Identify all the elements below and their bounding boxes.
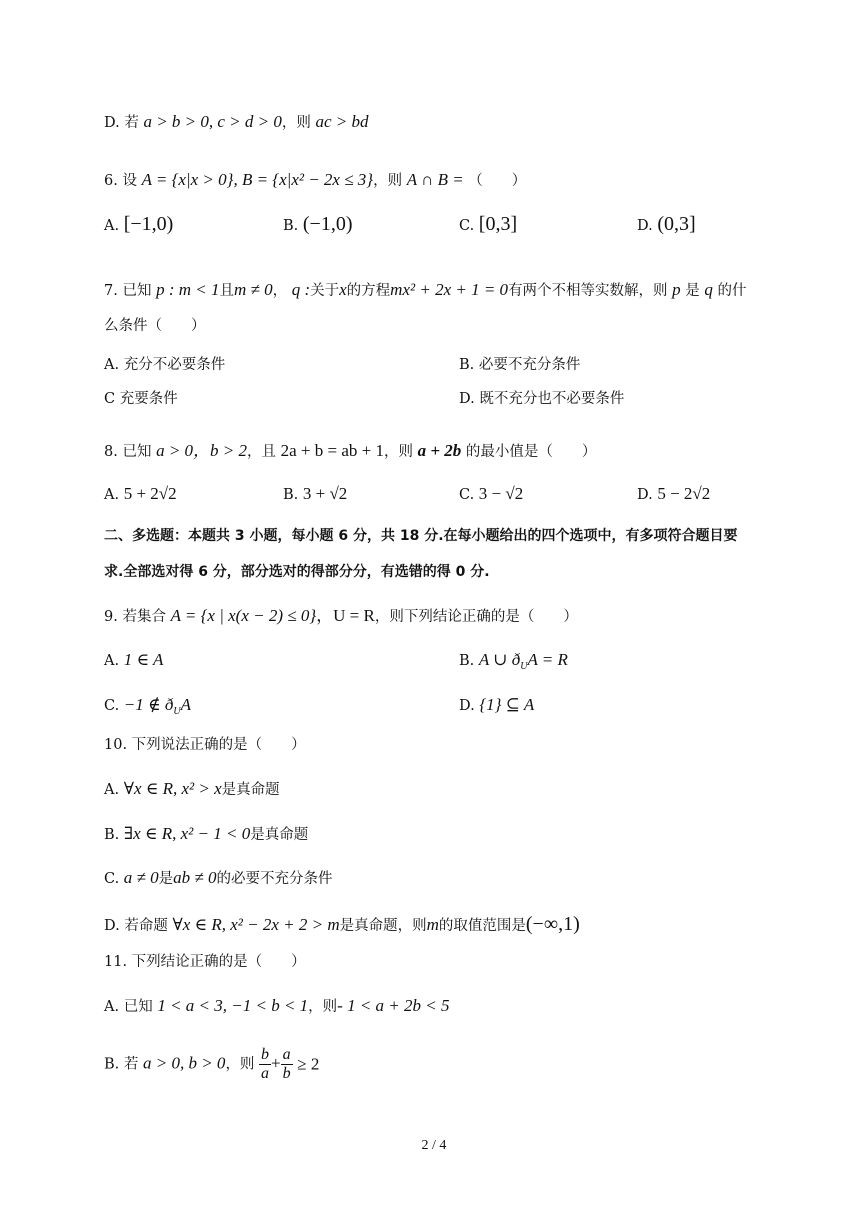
question-number: 8. 已知: [104, 444, 152, 460]
fraction-a-over-b: [281, 1046, 293, 1083]
math-expression: A ∩ B =: [406, 170, 464, 189]
option-value: {1} ⊆ A: [479, 695, 535, 714]
math-expression: 1 < a < 3, −1 < b < 1: [157, 996, 309, 1015]
option-label: B.: [283, 218, 299, 234]
text: 是真命题，则: [339, 918, 427, 934]
text: ，则: [373, 173, 403, 189]
text: 是: [158, 871, 174, 887]
q7-stem: [104, 280, 747, 301]
option-label: A.: [104, 218, 120, 234]
q8-option-c: [459, 484, 523, 504]
text: 且: [219, 283, 234, 299]
q11-option-b: [104, 1046, 319, 1083]
q9-option-a: [104, 650, 163, 670]
math-expression: x: [339, 280, 347, 299]
numerator: b: [261, 1046, 270, 1063]
q7-option-d: D. 既不充分也不必要条件: [459, 391, 625, 407]
question-number: 9. 若集合: [104, 609, 166, 625]
q8-option-b: [283, 484, 347, 504]
option-label: B.: [104, 827, 120, 843]
text: 是: [685, 283, 700, 299]
q11-option-a: [104, 995, 450, 1016]
q9-stem: [104, 606, 578, 627]
q6-option-b: [283, 213, 352, 236]
option-value: (−1,0): [302, 213, 353, 235]
math-expression: m ≠ 0: [233, 280, 273, 299]
q6-option-d: [637, 213, 696, 236]
math-expression: ，U = R: [316, 606, 375, 625]
math-expression: ac > bd: [315, 112, 369, 131]
option-label: D.: [459, 698, 475, 714]
math-expression: p: [672, 280, 681, 299]
option-label: D.: [637, 218, 653, 234]
option-label: A.: [104, 653, 120, 669]
option-label: C.: [459, 218, 475, 234]
math-expression: A = {x|x > 0}, B = {x|x² − 2x ≤ 3}: [141, 170, 374, 189]
text: ，则: [225, 1056, 255, 1073]
option-label: D. 若: [104, 115, 139, 131]
math-expression: m: [426, 915, 439, 934]
text: ，: [272, 283, 288, 299]
text: 的最小值是（ ）: [465, 444, 597, 460]
q10-option-c: [104, 867, 332, 888]
q8-option-a: [104, 484, 177, 504]
option-value: A = R: [527, 650, 568, 669]
math-expression: a + 2b: [417, 441, 462, 460]
text: ，则: [308, 999, 338, 1015]
text: 的必要不充分条件: [216, 871, 333, 887]
math-expression: q :: [291, 280, 311, 299]
math-expression: - 1 < a + 2b < 5: [337, 996, 450, 1015]
text: 的方程: [346, 283, 391, 299]
q6-option-c: [459, 213, 517, 236]
text: ，且: [247, 444, 277, 460]
q11-stem: 11. 下列结论正确的是（ ）: [104, 954, 306, 970]
answer-blank: （ ）: [468, 173, 527, 189]
subscript: U: [173, 705, 181, 717]
math-expression: a > b > 0, c > d > 0: [143, 112, 282, 131]
math-operator: +: [271, 1053, 281, 1073]
math-expression: ab ≠ 0: [173, 868, 217, 887]
q9-option-c: [104, 695, 191, 717]
option-value: −1 ∉ ð: [123, 695, 174, 714]
option-label: B.: [459, 653, 475, 669]
q9-option-b: [459, 650, 568, 672]
math-expression: ∀x ∈ R, x² > x: [123, 779, 222, 798]
q10-option-d: [104, 913, 580, 936]
text: ，则下列结论正确的是（ ）: [374, 609, 578, 625]
math-expression: a > 0，b > 2: [156, 441, 248, 460]
option-label: C.: [104, 698, 120, 714]
q7-option-a: A. 充分不必要条件: [104, 357, 226, 373]
q10-option-a: [104, 778, 280, 799]
text: ，则: [383, 444, 413, 460]
math-expression: mx² + 2x + 1 = 0: [390, 280, 509, 299]
option-label: B.: [283, 487, 299, 503]
option-label: B. 若: [104, 1056, 139, 1073]
option-label: A.: [104, 487, 120, 503]
question-number: 6. 设: [104, 173, 137, 189]
option-value: (0,3]: [657, 213, 696, 235]
page-number: 2 / 4: [421, 1138, 447, 1153]
option-value: 3 + √2: [302, 484, 348, 503]
text: 的取值范围是: [438, 918, 526, 934]
section-heading-line2: 求.全部选对得 6 分，部分选对的得部分分，有选错的得 0 分.: [104, 564, 490, 580]
q10-stem: 10. 下列说法正确的是（ ）: [104, 737, 306, 753]
subscript: U: [520, 660, 528, 672]
option-value: 3 − √2: [478, 484, 524, 503]
option-value: A: [180, 695, 191, 714]
math-expression: A = {x | x(x − 2) ≤ 0}: [170, 606, 317, 625]
q5-option-d: [104, 112, 369, 133]
denominator: a: [261, 1065, 270, 1082]
math-expression: 2a + b = ab + 1: [280, 441, 384, 460]
option-value: A ∪ ð: [478, 650, 521, 669]
option-value: [0,3]: [478, 213, 518, 235]
option-label: D. 若命题: [104, 918, 168, 934]
q7-stem-line2: 么条件（ ）: [104, 318, 206, 334]
text: 关于: [310, 283, 340, 299]
option-label: C.: [459, 487, 475, 503]
math-expression: ≥ 2: [297, 1054, 320, 1074]
section-heading-line1: 二、多选题：本题共 3 小题，每小题 6 分，共 18 分.在每小题给出的四个选项中，有多项符合题目要: [104, 528, 738, 544]
option-value: 1 ∈ A: [123, 650, 164, 669]
option-label: D.: [637, 487, 653, 503]
question-number: 7. 已知: [104, 283, 152, 299]
q8-option-d: [637, 484, 710, 504]
text: 有两个不相等实数解，则: [508, 283, 668, 299]
q10-option-b: [104, 823, 308, 844]
math-expression: a ≠ 0: [123, 868, 159, 887]
q6-stem: [104, 170, 526, 191]
math-expression: (−∞,1): [525, 913, 580, 935]
option-value: 5 + 2√2: [123, 484, 177, 503]
math-expression: ∃x ∈ R, x² − 1 < 0: [123, 824, 251, 843]
math-expression: q: [704, 280, 713, 299]
text: 是真命题: [221, 782, 280, 798]
fraction-b-over-a: [259, 1046, 271, 1083]
option-value: 5 − 2√2: [657, 484, 711, 503]
q7-option-c: C 充要条件: [104, 391, 178, 407]
denominator: b: [282, 1065, 291, 1082]
q9-option-d: [459, 695, 534, 715]
math-expression: p : m < 1: [156, 280, 220, 299]
math-expression: ∀x ∈ R, x² − 2x + 2 > m: [172, 915, 340, 934]
option-label: A. 已知: [104, 999, 153, 1015]
option-label: A.: [104, 782, 120, 798]
text: 的什: [717, 283, 747, 299]
q7-option-b: B. 必要不充分条件: [459, 357, 581, 373]
option-value: [−1,0): [123, 213, 174, 235]
text: 是真命题: [250, 827, 309, 843]
option-label: C.: [104, 871, 120, 887]
q8-stem: [104, 441, 596, 462]
numerator: a: [282, 1046, 291, 1063]
math-expression: a > 0, b > 0: [142, 1053, 226, 1073]
q6-option-a: [104, 213, 173, 236]
text: ，则: [281, 115, 311, 131]
